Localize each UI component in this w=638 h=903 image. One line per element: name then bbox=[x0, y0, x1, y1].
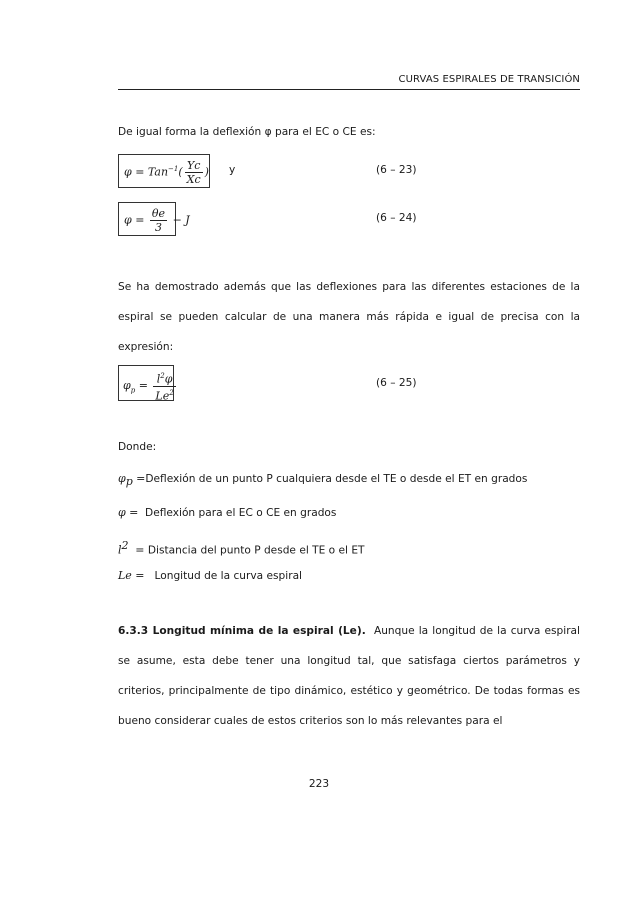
definition-item bbox=[118, 472, 527, 488]
definition-eq: = bbox=[136, 472, 146, 485]
eq23-sup: −1 bbox=[168, 164, 179, 173]
eq24-number: (6 – 24) bbox=[376, 212, 417, 224]
intro-text: De igual forma la deflexión φ para el EC o CE es: bbox=[118, 126, 376, 138]
definition-symbol-sub: p bbox=[125, 475, 133, 489]
definition-text: Distancia del punto P desde el TE o el ET bbox=[147, 544, 365, 557]
equation-6-25-box bbox=[118, 365, 174, 401]
eq25-num-sup: 2 bbox=[160, 372, 165, 380]
definition-symbol: φ bbox=[118, 506, 126, 519]
equation-6-23-box bbox=[118, 154, 210, 188]
definition-item bbox=[118, 506, 336, 519]
eq23-num: Yc bbox=[185, 159, 203, 173]
eq25-num-base: l bbox=[156, 372, 161, 386]
eq23-connector: y bbox=[229, 164, 236, 176]
eq25-num bbox=[153, 370, 175, 387]
eq23-fraction bbox=[185, 159, 203, 186]
definition-eq: = bbox=[135, 543, 145, 557]
eq23-lhs: φ bbox=[124, 165, 132, 179]
where-label: Donde: bbox=[118, 441, 157, 453]
definition-text: Longitud de la curva espiral bbox=[154, 570, 303, 582]
body-paragraph-1: Se ha demostrado además que las deflexiones para las diferentes estaciones de la espiral se pueden calcular de una manera más rápida e igual de precisa con la expresión: bbox=[118, 281, 580, 353]
equation-6-24-box bbox=[118, 202, 190, 236]
eq23-number: (6 – 23) bbox=[376, 164, 417, 176]
definition-eq: = bbox=[135, 569, 145, 582]
eq25-den-sup: 2 bbox=[169, 388, 174, 397]
page-number: 223 bbox=[308, 778, 330, 790]
definition-symbol-sup: 2 bbox=[121, 539, 129, 552]
definition-item bbox=[118, 569, 302, 582]
section-paragraph bbox=[118, 616, 580, 736]
eq25-fraction bbox=[153, 370, 175, 402]
eq23-open: ( bbox=[178, 165, 183, 179]
definition-symbol: l bbox=[118, 543, 122, 557]
definition-symbol: φ bbox=[118, 472, 126, 485]
definition-text: Deflexión para el EC o CE en grados bbox=[145, 507, 337, 519]
eq24-eq: = bbox=[135, 213, 145, 227]
eq25-lhs-sub: p bbox=[130, 386, 136, 395]
eq24-fraction bbox=[150, 207, 167, 234]
definition-text: Deflexión de un punto P cualquiera desde el TE o desde el ET en grados bbox=[145, 473, 528, 485]
definition-eq: = bbox=[129, 506, 139, 519]
eq24-lhs: φ bbox=[124, 213, 132, 227]
eq25-lhs: φ bbox=[123, 379, 131, 393]
header-rule bbox=[118, 89, 580, 90]
section-text: Aunque la longitud de la curva espiral se asume, esta debe tener una longitud tal, que satisfaga ciertos parámetros y criterios, principalmente de tipo dinámico, estético y geométrico. De todas formas es bueno considerar cuales de estos criterios son lo más relevantes para el bbox=[118, 625, 580, 727]
header-title: CURVAS ESPIRALES DE TRANSICIÓN bbox=[398, 74, 580, 85]
definition-symbol: Le bbox=[118, 569, 132, 582]
eq23-eq: = Tan bbox=[135, 165, 169, 179]
eq23-close: ) bbox=[204, 165, 209, 179]
eq25-num-tail: φ bbox=[164, 372, 173, 386]
eq24-den: 3 bbox=[154, 221, 162, 234]
definition-item bbox=[118, 539, 365, 557]
eq25-den-base: Le bbox=[155, 389, 170, 403]
section-heading: 6.3.3 Longitud mínima de la espiral (Le). bbox=[118, 625, 366, 637]
eq25-eq: = bbox=[138, 379, 148, 393]
eq24-minus: − J bbox=[172, 213, 190, 227]
eq24-num: θe bbox=[151, 207, 166, 220]
eq25-number: (6 – 25) bbox=[376, 377, 417, 389]
eq23-den: Xc bbox=[186, 173, 201, 186]
eq25-den bbox=[153, 387, 175, 403]
